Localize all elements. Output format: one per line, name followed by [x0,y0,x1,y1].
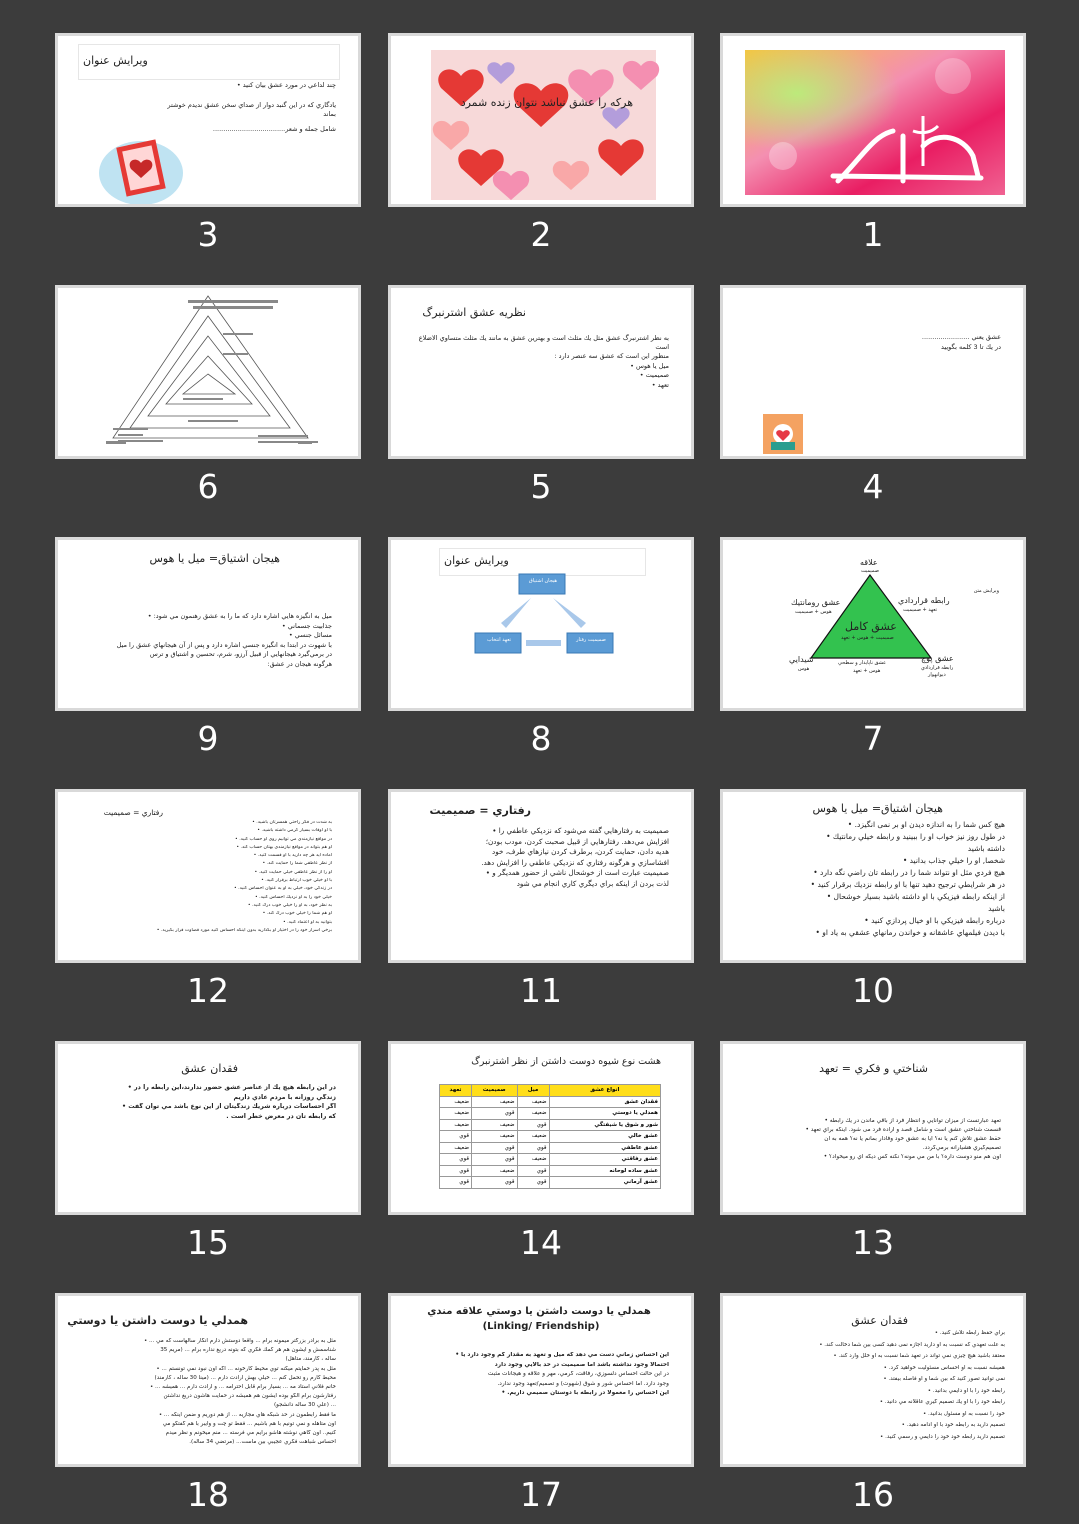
slide-2-thumbnail[interactable] [388,33,694,207]
love-clipart [761,412,807,458]
table-cell: ضعيف [440,1142,472,1154]
slide-number: 3 [197,215,219,254]
bullet: آماده ايد هر چه داريد با او قسمت كنيد. • [253,853,332,859]
slide-number: 8 [530,719,552,758]
slide-17-title: همدلي يا دوست داشتن يا دوستي علاقه مندي [427,1306,651,1317]
table-cell: عشق خالي [549,1131,661,1143]
bullet: اون متاهله و نمي تونيم با هم باشيم ... فقط تو چت و وايبر با هم گفتگو مي [162,1420,336,1427]
bullet: هرگونه هيجان در عشق: [267,659,332,668]
bullet: در اين رابطه هيچ يك از عناصر عشق حضور ندارند،اين رابطه را در • [127,1084,336,1091]
slide-5-title: نظريه عشق اشترنبرگ [422,306,526,319]
slide-17-thumbnail[interactable] [388,1293,694,1467]
bullet: منظور اين است كه عشق سه عنصر دارد : [554,352,669,360]
slide-6-thumbnail[interactable] [55,285,361,459]
bullet: قسمت شناختي عشق است و شامل قصد و اراده فرد می شود. اينكه براي تعهد • [805,1127,1001,1133]
bullet: رابطه خود را با او يك تصميم گيري عاقلانه مي دانيد. • [879,1399,1005,1405]
bullet: مثل به پدر حمايتم ميكنه توي محيط كارخونه ... اگه اون نبود نمي تونستم ... • [156,1365,336,1372]
bullet: تصميم داريد به رابطه خود با او ادامه دهيد. • [901,1422,1005,1428]
heart-card-clipart [96,128,186,207]
table-cell: قوي [517,1177,549,1189]
slide-13-thumbnail[interactable] [720,1041,1026,1215]
bullet: درباره رابطه فيزيكي با او خيال پردازي كنيد • [864,916,1005,925]
slide-18-title: همدلي يا دوست داشتن يا دوستي [67,1314,248,1327]
table-cell: قوي [517,1119,549,1131]
bullet: در هر شرايطي ترجيح دهيد تنها با او رابطه نزديك برقرار كنيد • [810,880,1005,889]
table-cell: ضعيف [472,1119,518,1131]
slide-number: 11 [520,971,562,1010]
bullet: صميميت به رفتارهايي گفته مي‌شود كه نزديكي عاطفي را • [492,826,669,835]
bullet: ساله ، كارمند، متاهل) [285,1356,336,1363]
slide-13-title: شناختي و فكري = تعهد [819,1062,928,1075]
bullet: صميميت • [639,371,669,380]
bullet: به نظر اشترنبرگ عشق مثل يك مثلث است و بهترين عشق به مانند يك مثلث متساوي الاضلاع است [418,334,669,351]
bullet: خانم فلاني استاد مه ... بسيار برام قابل احترامه ... و ارادت دارم ... هميشه ... • [149,1383,336,1390]
table-header-row [440,1085,661,1097]
bullet: كنيم.. اون گاهي نوشته هاشو برايم مي فرسته ... منم ميخونم و نظر ميدم [165,1429,336,1436]
bullet: تعهد • [651,380,669,389]
table-cell: ضعيف [472,1096,518,1108]
bullet: هيچ فردي مثل او نتواند شما را در رابطه تان راضي نگه دارد • [813,868,1005,877]
bullet: برخي اسرار خود را در اختيار او بگذاريد بدون اينكه احساس كنيد مورد قضاوت قرار بگيريد. • [156,927,332,933]
label-bottom-left: شيدايي [789,655,814,664]
slide-10-thumbnail[interactable] [720,789,1026,963]
slide-3-thumbnail[interactable] [55,33,361,207]
table-cell: قوي [517,1142,549,1154]
table-cell: ضعيف [517,1154,549,1166]
table-header: صميميت [472,1085,518,1097]
bullet: احتمالا وجود نداشته باشد اما صميميت در حد بالايي وجود دارد [494,1361,669,1368]
box-intimacy: صميميت رفتار [576,637,606,643]
slide-3-title: ويرايش عنوان [83,54,148,67]
table-header: انواع عشق [549,1085,661,1097]
slide-number: 16 [852,1475,894,1514]
bullet: بماند [323,110,336,119]
bullet: افشاسازي و هرگونه رفتاري كه نزديكي عاطفي را افزايش دهد. [481,857,669,867]
box-commitment: تعهد انتخاب [486,637,512,643]
slide-14-thumbnail[interactable] [388,1041,694,1215]
label-top-sub: صميميت [861,568,879,574]
table-cell: قوي [440,1177,472,1189]
bullet: در مواقع نيازمندي مي توانيم روي او حساب كنيد. • [235,836,332,842]
label-left: عشق رومانتيك [791,598,841,607]
bullet: افزايش مي‌دهد. رفتارهايي از قبيل صحبت كردن، مودب بودن؛ [485,836,669,846]
table-cell: ضعيف [472,1165,518,1177]
slide-number: 2 [530,215,552,254]
slide-8-title: ويرايش عنوان [444,554,509,567]
bullet: در اين حالت احساس دلسوزي، رفاقت، گرمي، مهر و علاقه و هيجانات مثبت [487,1371,669,1377]
bullet: عشق يعني ....................... [921,333,1001,341]
slide-number: 17 [520,1475,562,1514]
bullet: شخصا, او را خيلي جذاب بدانيد • [902,856,1005,865]
slide-9-title: هيجان اشتياق= ميل يا هوس [149,552,280,565]
bullet: شناسمش و ايشون هم هر كمك فكري كه بتونه دريغ نداره برام ... (مريم 35 [160,1347,336,1354]
slide-12-thumbnail[interactable] [55,789,361,963]
table-header: تعهد [440,1085,472,1097]
bullet: اون هم منو دوست داره؟ با من مي مونه؟ نكنه كس ديگه اي رو ميخواد؟ • [823,1154,1001,1160]
label-center: عشق كامل [845,620,897,633]
slide-number: 1 [862,215,884,254]
table-cell: قوي [517,1165,549,1177]
bullet: هميشه نسبت به او احساس مسئوليت خواهيد كرد. • [883,1364,1005,1371]
slide-4-thumbnail[interactable] [720,285,1026,459]
slide-15-thumbnail[interactable] [55,1041,361,1215]
bullet: خود را نسبت به او مسئول بدانيد. • [922,1410,1005,1417]
slide-number: 15 [187,1223,229,1262]
bullet: او هم شما را خيلي خوب درك كند. • [262,911,332,917]
table-row [440,1131,661,1143]
slide-number: 10 [852,971,894,1010]
bullet: در زندگي خود، خيلي به او به عنوان احساس كنيد. • [234,886,332,892]
slide-15-title: فقدان عشق [181,1062,238,1075]
bullet: يادگاري كه در اين گنبد دوار از صداي سخن عشق نديدم خوشتر [167,100,336,109]
label-bottom-right: عشق پوچ [921,654,954,663]
table-cell: قوي [472,1108,518,1120]
bullet: تعهد عبارتست از ميزان توانايي و انتظار فرد از باقي ماندن در يك رابطه • [824,1118,1001,1124]
label-right: رابطه قراردادي [898,596,950,605]
slide-11-thumbnail[interactable] [388,789,694,963]
table-row [440,1096,661,1108]
slide-number: 13 [852,1223,894,1262]
bullet: هيچ كس شما را به اندازه ديدن او بر نمی انگيزد. • [847,820,1005,829]
slide-6-triangle-diagram [58,288,358,456]
label-top: علاقه [860,558,878,567]
bullet: از اينكه رابطه فيزيكي با او داشته باشيد بسيار خوشحال • [826,892,1005,901]
bullet: ميل يا هوس • [630,361,669,370]
bullet: احساس شباهت فكري عجيبي بين ماست... (مرتضي 34 ساله). [189,1439,336,1446]
bullet: باشيد [988,904,1005,913]
table-row [440,1177,661,1189]
table-cell: ضعيف [517,1131,549,1143]
bullet: با او اوقات بسيار گرمي داشته باشيد. • [257,828,332,834]
table-cell: فقدان عشق [549,1096,661,1108]
slide-number: 5 [530,467,552,506]
table-cell: ضعيف [517,1096,549,1108]
bullet: از نظر عاطفي شما را حمايت كند. • [262,861,332,867]
bullet: بتوانيد به او اعتماد كنيد. • [283,919,332,925]
slide-number: 18 [187,1475,229,1514]
table-row [440,1108,661,1120]
table-cell: شور و شوق يا شيفتگي [549,1119,661,1131]
table-row [440,1165,661,1177]
label-bottom-left-sub: هوس [798,666,810,672]
bullet: وجود دارد. اما احساس شور و شوق (شهوت) و تصميم/تعهد وجود ندارد. [497,1380,669,1387]
bullet: به علت تعهدي كه نسبت به او داريد اجازه نمی دهيد كسی بين شما دخالت كند. • [819,1341,1005,1348]
bullet: معتقد باشيد هيچ چيزي نمي تواند در تعهد شما نسبت به او خلل وارد كند. • [833,1353,1005,1359]
slide-number: 6 [197,467,219,506]
bullet: زندگي روزانه با مردم عادي داريم [233,1093,336,1101]
label-left-sub: هوس + صميميت [795,609,832,615]
slide-2-title: هركه را عشق نباشد نتوان زنده شمرد [460,96,633,109]
slide-16-thumbnail[interactable] [720,1293,1026,1467]
slide-10-title: هيجان اشتياق= ميل يا هوس [812,802,943,815]
label-bottom-sub: هوس + تعهد [853,668,881,674]
slide-11-title: رفتاري = صميميت [429,804,531,817]
bullet: رابطه خود را با او دايمي بدانيد. • [927,1387,1005,1394]
bullet: رفتارشون برام الگو بوده ايشون هم هميشه در حمايت هاشون دريغ نداشتن [163,1393,336,1400]
table-cell: عشق رفاقتي [549,1154,661,1166]
bullet: صميميت عبارت است از خوشحال ناشي از حضور همديگر و • [485,868,669,877]
bullet: داشته باشيد [967,844,1005,853]
table-cell: عشق ساده لوحانه [549,1165,661,1177]
bullet: ... (علي 30 ساله دانشجو) [274,1402,336,1409]
slide-9-thumbnail[interactable] [55,537,361,711]
slide-7-thumbnail[interactable] [720,537,1026,711]
table-cell: قوي [472,1142,518,1154]
bullet: چند لداعي در مورد عشق بيان كنيد • [236,81,336,89]
bullet: به نظر خود، به او را خيلي خوب درك كنيد. • [247,902,332,908]
bullet: در يك تا 3 كلمه بگوييد [940,342,1001,351]
label-bottom: عشق ناپايدار و سطحي [838,660,887,666]
slide-1-thumbnail[interactable] [720,33,1026,207]
table-cell: ضعيف [517,1108,549,1120]
slide-8-thumbnail[interactable] [388,537,694,711]
table-cell: همدلي يا دوستي [549,1108,661,1120]
bullet: تصميم‌گيري هشيارانه برمي‌گردد. [922,1145,1001,1151]
label-center-sub: صميميت + هوس + تعهد [841,635,894,641]
table-cell: ضعيف [472,1131,518,1143]
label-bottom-right-sub: رابطه قراردادي [921,665,954,671]
slide-1-background-image [723,36,1023,204]
slide-12-title: رفتاري = صميميت [103,808,163,817]
slide-number: 7 [862,719,884,758]
table-row [440,1142,661,1154]
table-cell: قوي [472,1154,518,1166]
bullet: با او خيلي خوب ارتباط برقرار كنيد. • [261,878,332,884]
bullet: با ديدن فيلمهاي عاشقانه و خواندن رمانهاي عشقي به ياد او • [815,928,1005,937]
bullet: اين احساس را معمولا در رابطه با دوستان صميمي داريم. • [501,1390,669,1396]
bullet: تصميم داريد رابطه خود خود را دايمي و رسمي كنيد. • [880,1433,1005,1440]
slide-17-subtitle: (Linking/ Friendship) [482,1321,600,1332]
table-cell: عشق عاطفي [549,1142,661,1154]
bullet: براي حفظ رابطه تلاش كنيد. • [934,1330,1005,1336]
bullet: او را از نظر عاطفي خيلي حمايت كنيد. • [254,869,332,875]
slide-18-thumbnail[interactable] [55,1293,361,1467]
table-cell: قوي [440,1131,472,1143]
edit-text-label: ويرايش متن [973,588,999,594]
slide-14-title: هشت نوع شيوه دوست داشتن از نظر اشترنبرگ [471,1056,661,1067]
label-bottom-right-sub2: ديوانهوار [928,672,946,678]
bullet: جذابيت جسماني • [281,621,332,630]
bullet: محيط كارم رو تحمل كنم ... خيلي بهش ارادت دارم ... (مينا 30 ساله ، كارمند) [154,1374,336,1381]
bullet: او هم بتواند در مواقع نيازمندي بهتان حساب كند. • [236,844,332,850]
slide-number: 14 [520,1223,562,1262]
bullet: حفظ عشق تلاش كنم يا نه؟ آيا به عشق خود وفادار بمانم يا نه؟ همه به آن [824,1136,1001,1142]
bullet: اگر احساسات درباره شريك زندگيتان از اين نوع باشد مي توان گفت • [122,1103,336,1110]
bullet: ميل به انگيزه هايي اشاره دارد كه ما را به عشق رهنمون مي شود: • [147,612,332,620]
slide-16-title: فقدان عشق [851,1314,908,1327]
box-passion: هيجان اشتياق [528,578,558,584]
slide-8-cycle-diagram [391,540,691,708]
bullet: خيلي خود را به او نزديك احساس كنيد. • [254,894,332,900]
slide-number: 4 [862,467,884,506]
bullet: مسائل جنسي • [288,631,332,640]
bullet: در برمي‌گيرد هيجانهايي از قبيل آرزو، شرم، تحسين و اشتياق و ترس [149,650,332,659]
slide-number: 12 [187,971,229,1010]
slide-5-thumbnail[interactable] [388,285,694,459]
bullet: در طول روز نيز خواب او را ببينيد و رابطه خيلي رمانتيك • [826,832,1005,841]
bullet: شامل جمله و شعر................................... [212,124,336,133]
bullet: با شهوت در ابتدا به انگيزه جنسي اشاره دارد و پس از آن هيجانهاي عشق را ميل [116,640,332,649]
bullet: اين احساس زماني دست مي دهد كه ميل و تعهد به مقدار كم وجود دارد يا • [455,1352,669,1358]
bullet: مثل به برادر بزرگتر ميمونه برام ... واقعا دوستش دارم انگار سالهاست كه مي ... • [143,1338,336,1344]
bullet: كه رابطه تان در معرض خطر است . [226,1112,336,1120]
bullet: ما فقط رابطمون در حد شبكه هاي مجازيه ... از هم دوريم و ضمن اينكه ... • [158,1411,336,1418]
table-cell: قوي [472,1177,518,1189]
table-row [440,1119,661,1131]
love-types-table [439,1084,661,1189]
table-cell: ضعيف [440,1108,472,1120]
table-row [440,1154,661,1166]
bullet: نمی توانيد تصور كنيد كه بين شما و او فاصله بيفتد. • [883,1376,1005,1382]
table-cell: قوي [440,1154,472,1166]
label-right-sub: تعهد + صميميت [903,607,938,613]
bullet: لذت بردن از اينكه براي ديگري كاري انجام مي شود [516,878,669,888]
table-cell: قوي [440,1165,472,1177]
table-header: ميل [517,1085,549,1097]
table-cell: ضعيف [440,1096,472,1108]
slide-2-hearts-image [391,36,691,204]
table-cell: ضعيف [440,1119,472,1131]
bullet: به شدت در فكر راحتي همسرتان باشيد. • [252,820,332,825]
table-cell: عشق آرماني [549,1177,661,1189]
bullet: هديه دادن، حمايت كردن، برطرف كردن نيازهاي طرف، خود [492,847,669,856]
slide-number: 9 [197,719,219,758]
